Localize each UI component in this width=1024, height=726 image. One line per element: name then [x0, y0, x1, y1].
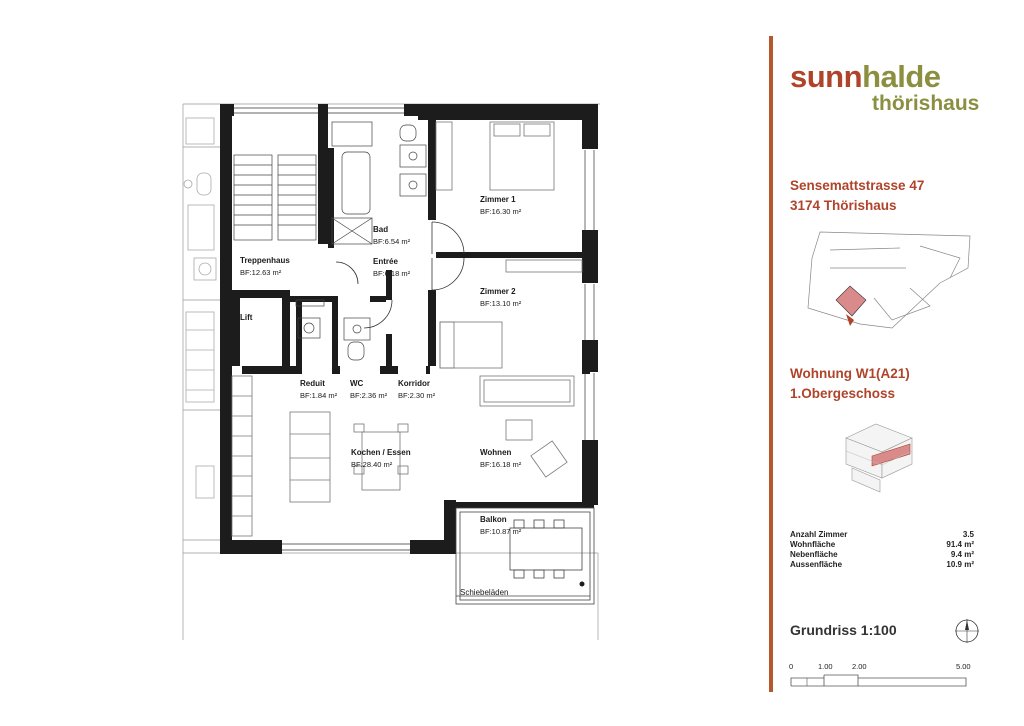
- room-area: BF:2.30 m²: [398, 391, 436, 400]
- address-city: 3174 Thörishaus: [790, 198, 897, 213]
- balcony-note: Schiebeläden: [460, 588, 509, 597]
- room-name: Lift: [240, 313, 253, 322]
- address-block: [790, 176, 924, 216]
- room-area: BF:16.30 m²: [480, 207, 522, 216]
- brand-part-1: sunn: [790, 59, 863, 94]
- unit-stats: [790, 530, 974, 570]
- room-area: BF:16.18 m²: [480, 460, 522, 469]
- stat-value: 10.9 m²: [946, 560, 974, 569]
- stat-value: 9.4 m²: [950, 550, 974, 559]
- stat-row: [790, 550, 974, 560]
- north-arrow-icon: [954, 618, 980, 644]
- brand-logo: [790, 60, 941, 94]
- unit-name: Wohnung W1(A21): [790, 366, 910, 381]
- room-name: WC: [350, 379, 364, 388]
- room-label-korridor: [398, 378, 435, 402]
- stat-label: Anzahl Zimmer: [790, 530, 848, 539]
- scale-tick-0: 0: [789, 662, 794, 671]
- scale-bar: [790, 674, 970, 688]
- scale-tick-1: 1.00: [818, 662, 833, 671]
- room-label-zimmer-1: [480, 194, 521, 218]
- stat-label: Wohnfläche: [790, 540, 836, 549]
- brand-location: thörishaus: [872, 92, 980, 115]
- stat-row: [790, 560, 974, 570]
- scale-title: Grundriss 1:100: [790, 622, 897, 638]
- room-area: BF:10.87 m²: [480, 527, 522, 536]
- site-plan-thumbnail: [800, 228, 980, 338]
- room-label-entree: [373, 256, 410, 280]
- room-area: BF:12.63 m²: [240, 268, 282, 277]
- building-axonometric: [836, 418, 916, 498]
- room-name: Zimmer 1: [480, 195, 516, 204]
- room-label-wc: [350, 378, 387, 402]
- room-name: Zimmer 2: [480, 287, 516, 296]
- room-area: BF:6.54 m²: [373, 237, 411, 246]
- brand-part-2: halde: [862, 59, 941, 94]
- scale-tick-2: 2.00: [852, 662, 867, 671]
- stat-value: 3.5: [962, 530, 974, 539]
- address-street: Sensemattstrasse 47: [790, 178, 925, 193]
- room-name: Balkon: [480, 515, 507, 524]
- room-area: BF:6.18 m²: [373, 269, 411, 278]
- stat-label: Nebenfläche: [790, 550, 838, 559]
- room-name: Treppenhaus: [240, 256, 290, 265]
- room-area: BF:28.40 m²: [351, 460, 393, 469]
- room-name: Reduit: [300, 379, 325, 388]
- room-name: Kochen / Essen: [351, 448, 411, 457]
- room-name: Wohnen: [480, 448, 512, 457]
- stat-row: [790, 530, 974, 540]
- room-name: Entrée: [373, 257, 398, 266]
- scale-tick-5: 5.00: [956, 662, 971, 671]
- room-label-wohnen: [480, 447, 521, 471]
- unit-floor: 1.Obergeschoss: [790, 386, 896, 401]
- room-area: BF:13.10 m²: [480, 299, 522, 308]
- unit-block: [790, 364, 910, 404]
- room-label-lift: [240, 312, 252, 324]
- room-label-bad: [373, 224, 410, 248]
- stat-value: 91.4 m²: [946, 540, 974, 549]
- room-area: BF:2.36 m²: [350, 391, 388, 400]
- room-label-zimmer-2: [480, 286, 521, 310]
- room-label-balkon: [480, 514, 521, 538]
- stat-label: Aussenfläche: [790, 560, 843, 569]
- room-name: Bad: [373, 225, 389, 234]
- room-label-reduit: [300, 378, 337, 402]
- room-area: BF:1.84 m²: [300, 391, 338, 400]
- room-name: Korridor: [398, 379, 430, 388]
- room-label-kochen-essen: [351, 447, 411, 471]
- sidebar-divider: [769, 36, 773, 692]
- room-label-treppenhaus: [240, 255, 290, 279]
- stat-row: [790, 540, 974, 550]
